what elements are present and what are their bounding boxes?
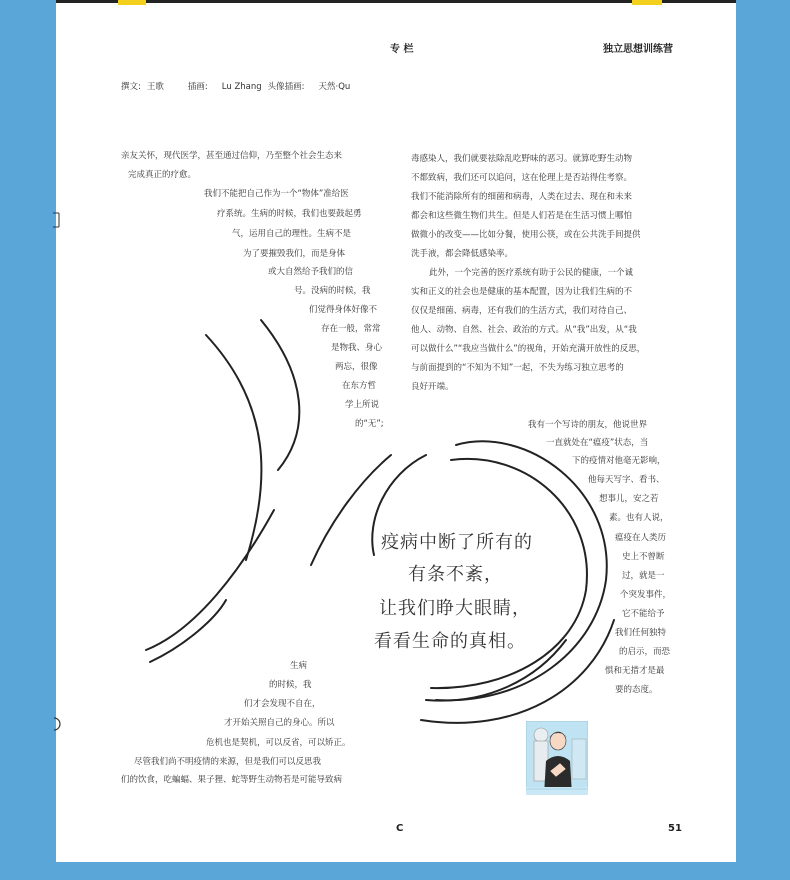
pull-quote-line-2: 有条不紊， (408, 564, 503, 585)
left-bottom-line-3: 们才会发现不自在， (244, 699, 321, 709)
left-line-9: 们觉得身体好像不 (309, 305, 378, 315)
left-line-1: 亲友关怀，现代医学，甚至通过信仰，乃至整个社会生态来 (121, 151, 343, 161)
pull-quote-line-1: 疫病中断了所有的 (381, 532, 533, 553)
left-line-8: 号。没病的时候，我 (294, 286, 371, 296)
margin-bracket-mark (52, 212, 60, 228)
left-line-13: 在东方哲 (342, 381, 377, 391)
left-line-2: 完成真正的疗愈。 (128, 170, 197, 180)
right-line-11: 可以做什么”“我应当做什么”的视角，开始充满开放性的反思， (411, 344, 646, 354)
right-lower-line-1: 我有一个写诗的朋友，他说世界 (528, 420, 648, 430)
page-number: 51 (668, 823, 682, 834)
right-lower-line-14: 惧和无措才是最 (605, 666, 665, 676)
left-line-14: 学上所说 (345, 400, 380, 410)
left-bottom-line-6: 尽管我们尚不明疫情的来源，但是我们可以反思我 (134, 757, 322, 767)
right-lower-line-9: 过，就是一 (622, 571, 665, 581)
arc-3 (311, 455, 391, 565)
section-label: 专 栏 (390, 44, 414, 55)
decorative-arcs (56, 0, 736, 862)
right-lower-line-10: 个突发事件， (620, 590, 672, 600)
right-lower-line-3: 下的疫情对他毫无影响， (572, 456, 666, 466)
right-line-5: 做微小的改变——比如分餐，使用公筷，或在公共洗手间提供 (411, 230, 641, 240)
right-line-3: 我们不能消除所有的细菌和病毒，人类在过去、现在和未来 (411, 192, 633, 202)
column-title: 独立思想训练营 (603, 44, 673, 55)
avatar-artist: 天然·Qu (318, 82, 351, 92)
right-line-13: 良好开端。 (411, 382, 454, 392)
right-lower-line-5: 想事儿，安之若 (599, 494, 659, 504)
arc-2 (206, 335, 261, 560)
arc-1 (261, 320, 299, 470)
writer-label: 撰文: (121, 82, 141, 92)
avatar-label: 头像插画: (267, 82, 305, 92)
author-avatar-illustration (526, 721, 588, 795)
left-line-7: 或大自然给予我们的信 (268, 267, 354, 277)
illustrator-label: 插画: (187, 82, 208, 92)
left-line-15: 的“无”; (355, 419, 384, 429)
magazine-page (56, 0, 736, 862)
right-lower-line-13: 的启示，而恐 (619, 647, 671, 657)
right-lower-line-12: 我们任何独特 (615, 628, 667, 638)
right-lower-line-2: 一直就处在“瘟疫”状态，当 (546, 438, 649, 448)
margin-circle-mark (52, 716, 64, 732)
left-line-12: 两忘，很像 (335, 362, 378, 372)
right-lower-line-15: 要的态度。 (615, 685, 658, 695)
right-line-12: 与前面提到的“不知为不知”一起，不失为练习独立思考的 (411, 363, 624, 373)
arc-6 (150, 600, 226, 662)
right-lower-line-11: 它不能给予 (622, 609, 665, 619)
right-lower-line-8: 史上不曾断 (622, 552, 665, 562)
writer-name: 王歌 (146, 82, 164, 92)
right-lower-line-4: 他每天写字、看书、 (588, 475, 665, 485)
right-line-2: 不都致病，我们还可以追问，这在伦理上是否站得住考察。 (411, 173, 633, 183)
illustrator-name: Lu Zhang (221, 82, 262, 92)
left-line-3: 我们不能把自己作为一个“物体”准给医 (204, 189, 349, 199)
footer-logo: C (396, 823, 404, 834)
right-line-6: 洗手液，都会降低感染率。 (411, 249, 514, 259)
left-bottom-line-1: 生病 (290, 661, 308, 671)
left-line-10: 存在一般，常常 (321, 324, 381, 334)
right-line-7: 此外，一个完善的医疗系统有助于公民的健康，一个诚 (429, 268, 634, 278)
right-line-10: 他人、动物、自然、社会、政治的方式。从“我”出发，从“我 (411, 325, 637, 335)
pull-quote-line-3: 让我们睁大眼睛， (379, 598, 531, 619)
left-line-6: 为了要摧毁我们，而是身体 (243, 249, 346, 259)
left-line-4: 疗系统。生病的时候，我们也要鼓起勇 (217, 209, 362, 219)
left-bottom-line-5: 危机也是契机，可以反省，可以矫正。 (206, 738, 351, 748)
pull-quote-line-4: 看看生命的真相。 (374, 631, 526, 652)
left-bottom-line-2: 的时候，我 (269, 680, 312, 690)
left-line-5: 气，运用自己的理性。生病不是 (232, 229, 352, 239)
right-line-9: 仅仅是细菌、病毒，还有我们的生活方式，我们对待自己、 (411, 306, 633, 316)
right-lower-line-6: 素。也有人说， (609, 513, 669, 523)
right-line-8: 实和正义的社会也是健康的基本配置，因为让我们生病的不 (411, 287, 633, 297)
left-line-11: 是物我、身心 (331, 343, 383, 353)
left-bottom-line-7: 们的饮食，吃蝙蝠、果子狸、蛇等野生动物若是可能导致病 (121, 775, 343, 785)
right-lower-line-7: 瘟疫在人类历 (615, 533, 667, 543)
right-line-1: 毒感染人，我们就要祛除乱吃野味的恶习。就算吃野生动物 (411, 154, 633, 164)
right-line-4: 都会和这些微生物们共生。但是人们若是在生活习惯上哪怕 (411, 211, 633, 221)
left-bottom-line-4: 才开始关照自己的身心。所以 (224, 718, 335, 728)
